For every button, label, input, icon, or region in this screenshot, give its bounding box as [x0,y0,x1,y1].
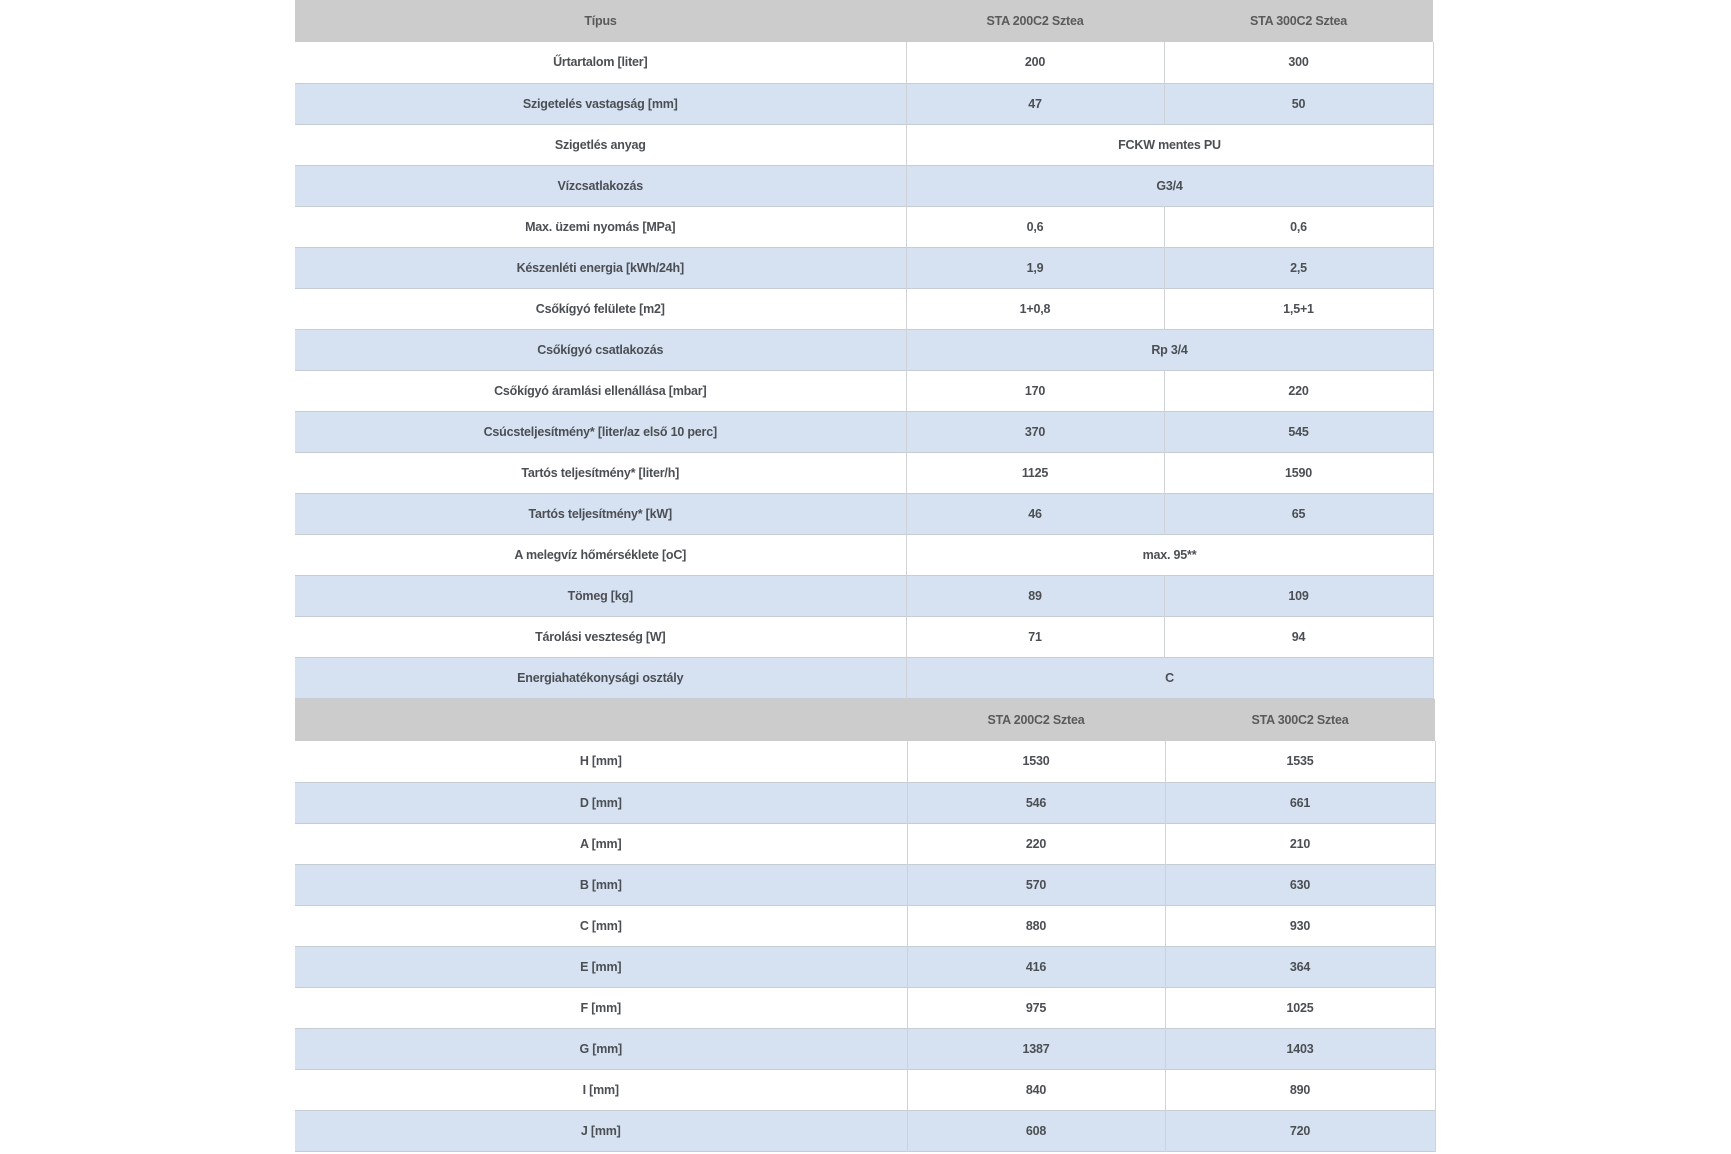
value-cell-model-300: 630 [1165,864,1435,905]
table-row [295,657,1433,698]
row-label: Szigetlés anyag [295,124,906,165]
merged-value-cell: FCKW mentes PU [906,124,1433,165]
table-row [295,946,1435,987]
header-row [295,0,1433,42]
value-cell-model-200: 47 [906,83,1164,124]
merged-value-cell: C [906,657,1433,698]
spec-table-main [295,0,1434,699]
table-row [295,124,1433,165]
spec-table-dimensions-body [295,741,1435,1151]
value-cell-model-300: 109 [1164,575,1433,616]
table-row [295,452,1433,493]
table-row [295,247,1433,288]
row-label: Szigetelés vastagság [mm] [295,83,906,124]
value-cell-model-300: 1590 [1164,452,1433,493]
row-label: A [mm] [295,823,907,864]
table-row [295,411,1433,452]
row-label: J [mm] [295,1110,907,1151]
row-label: Vízcsatlakozás [295,165,906,206]
value-cell-model-300: 2,5 [1164,247,1433,288]
header-row [295,699,1435,741]
value-cell-model-300: 0,6 [1164,206,1433,247]
value-cell-model-200: 880 [907,905,1165,946]
table-row [295,42,1433,83]
table-row [295,534,1433,575]
value-cell-model-200: 170 [906,370,1164,411]
value-cell-model-300: 661 [1165,782,1435,823]
row-label: Csőkígyó felülete [m2] [295,288,906,329]
value-cell-model-200: 1+0,8 [906,288,1164,329]
value-cell-model-200: 46 [906,493,1164,534]
table-row [295,1069,1435,1110]
value-cell-model-300: 545 [1164,411,1433,452]
table-row [295,1110,1435,1151]
value-cell-model-300: 1403 [1165,1028,1435,1069]
row-label: Tartós teljesítmény* [liter/h] [295,452,906,493]
value-cell-model-300: 720 [1165,1110,1435,1151]
table-row [295,165,1433,206]
value-cell-model-300: 364 [1165,946,1435,987]
value-cell-model-200: 840 [907,1069,1165,1110]
header-type: Típus [295,0,906,42]
table-row [295,493,1433,534]
spec-table-dimensions [295,699,1436,1152]
row-label: D [mm] [295,782,907,823]
spec-table-dimensions-header [295,699,1435,741]
merged-value-cell: max. 95** [906,534,1433,575]
merged-value-cell: Rp 3/4 [906,329,1433,370]
header-model-200: STA 200C2 Sztea [906,0,1164,42]
table-row [295,1028,1435,1069]
table-row [295,206,1433,247]
row-label: G [mm] [295,1028,907,1069]
table-row [295,329,1433,370]
row-label: Tömeg [kg] [295,575,906,616]
table-row [295,987,1435,1028]
table-row [295,741,1435,782]
value-cell-model-200: 220 [907,823,1165,864]
value-cell-model-300: 94 [1164,616,1433,657]
table-row [295,83,1433,124]
merged-value-cell: G3/4 [906,165,1433,206]
value-cell-model-300: 930 [1165,905,1435,946]
row-label: A melegvíz hőmérséklete [oC] [295,534,906,575]
row-label: Energiahatékonysági osztály [295,657,906,698]
value-cell-model-200: 0,6 [906,206,1164,247]
value-cell-model-200: 1,9 [906,247,1164,288]
value-cell-model-300: 50 [1164,83,1433,124]
value-cell-model-300: 300 [1164,42,1433,83]
value-cell-model-200: 608 [907,1110,1165,1151]
value-cell-model-200: 1530 [907,741,1165,782]
value-cell-model-200: 1125 [906,452,1164,493]
value-cell-model-300: 1535 [1165,741,1435,782]
value-cell-model-200: 975 [907,987,1165,1028]
header-model-300: STA 300C2 Sztea [1165,699,1435,741]
table-row [295,370,1433,411]
row-label: C [mm] [295,905,907,946]
value-cell-model-200: 570 [907,864,1165,905]
row-label: F [mm] [295,987,907,1028]
header-empty [295,699,907,741]
row-label: Max. üzemi nyomás [MPa] [295,206,906,247]
table-row [295,782,1435,823]
row-label: I [mm] [295,1069,907,1110]
row-label: Tárolási veszteség [W] [295,616,906,657]
row-label: B [mm] [295,864,907,905]
value-cell-model-300: 220 [1164,370,1433,411]
header-model-300: STA 300C2 Sztea [1164,0,1433,42]
row-label: Tartós teljesítmény* [kW] [295,493,906,534]
value-cell-model-200: 1387 [907,1028,1165,1069]
value-cell-model-300: 65 [1164,493,1433,534]
value-cell-model-200: 416 [907,946,1165,987]
row-label: Csúcsteljesítmény* [liter/az első 10 perc] [295,411,906,452]
value-cell-model-300: 210 [1165,823,1435,864]
table-row [295,823,1435,864]
value-cell-model-200: 89 [906,575,1164,616]
header-model-200: STA 200C2 Sztea [907,699,1165,741]
table-row [295,288,1433,329]
value-cell-model-200: 200 [906,42,1164,83]
row-label: Csőkígyó áramlási ellenállása [mbar] [295,370,906,411]
row-label: H [mm] [295,741,907,782]
value-cell-model-300: 1,5+1 [1164,288,1433,329]
table-row [295,864,1435,905]
spec-table-main-body [295,42,1433,698]
row-label: Űrtartalom [liter] [295,42,906,83]
table-row [295,616,1433,657]
value-cell-model-300: 890 [1165,1069,1435,1110]
value-cell-model-200: 546 [907,782,1165,823]
row-label: Készenléti energia [kWh/24h] [295,247,906,288]
row-label: Csőkígyó csatlakozás [295,329,906,370]
value-cell-model-300: 1025 [1165,987,1435,1028]
table-row [295,905,1435,946]
spec-table-main-header [295,0,1433,42]
row-label: E [mm] [295,946,907,987]
value-cell-model-200: 370 [906,411,1164,452]
table-row [295,575,1433,616]
value-cell-model-200: 71 [906,616,1164,657]
